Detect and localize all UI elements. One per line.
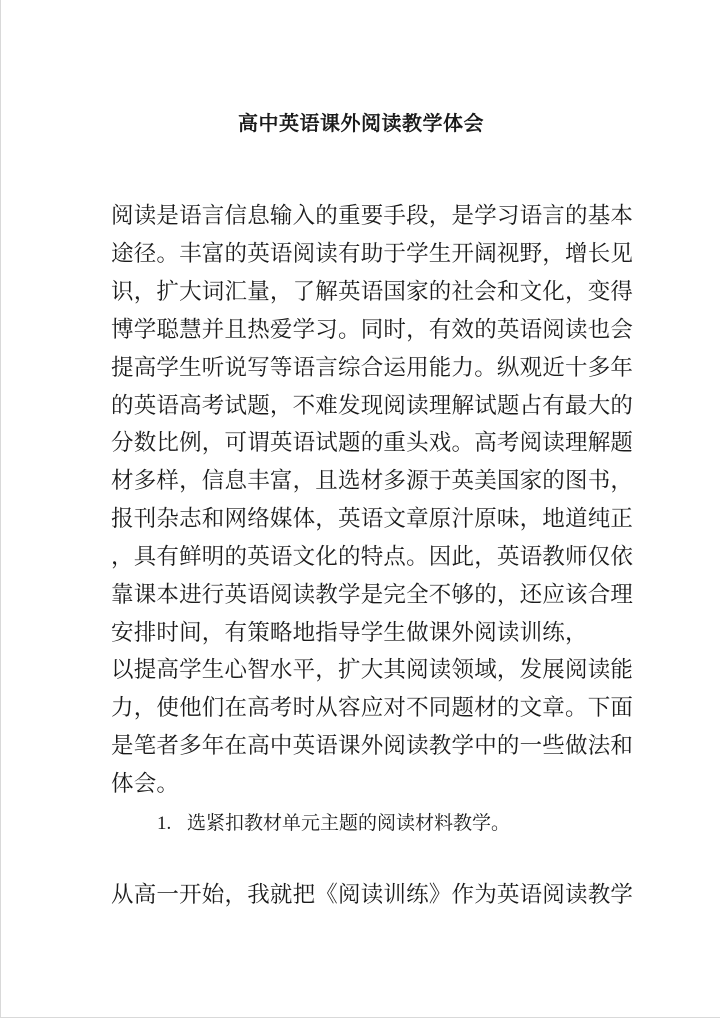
document-title: 高中英语课外阅读教学体会 [238, 111, 484, 135]
list-item-text: 选紧扣教材单元主题的阅读材料教学。 [187, 812, 511, 834]
paragraph-line: 安排时间，有策略地指导学生做课外阅读训练， [111, 620, 588, 646]
paragraph-line: 阅读是语言信息输入的重要手段，是学习语言的基本 [111, 203, 634, 229]
paragraph-line: 提高学生听说写等语言综合运用能力。纵观近十多年 [111, 355, 634, 381]
paragraph-line: 是笔者多年在高中英语课外阅读教学中的一些做法和 [111, 733, 634, 759]
paragraph-line: 分数比例，可谓英语试题的重头戏。高考阅读理解题 [111, 430, 634, 456]
paragraph-line: 途径。丰富的英语阅读有助于学生开阔视野，增长见 [111, 241, 634, 267]
paragraph-line: 靠课本进行英语阅读教学是完全不够的，还应该合理 [111, 582, 634, 608]
list-item-number: 1. [157, 813, 172, 834]
paragraph-line: 识，扩大词汇量，了解英语国家的社会和文化，变得 [111, 279, 634, 305]
paragraph-line: 的英语高考试题，不难发现阅读理解试题占有最大的 [111, 393, 634, 419]
paragraph-line: 体会。 [111, 771, 180, 797]
paragraph-line: 以提高学生心智水平，扩大其阅读领域，发展阅读能 [111, 657, 634, 683]
numbered-list-item [157, 808, 510, 839]
paragraph-line: 从高一开始，我就把《阅读训练》作为英语阅读教学 [111, 882, 634, 908]
paragraph-line: ，具有鲜明的英语文化的特点。因此，英语教师仅依 [111, 544, 634, 570]
paragraph-line: 博学聪慧并且热爱学习。同时，有效的英语阅读也会 [111, 317, 634, 343]
paragraph-line: 报刊杂志和网络媒体，英语文章原汁原味，地道纯正 [111, 506, 634, 532]
paragraph-line: 力，使他们在高考时从容应对不同题材的文章。下面 [111, 695, 634, 721]
paragraph-line: 材多样，信息丰富，且选材多源于英美国家的图书， [111, 468, 634, 494]
